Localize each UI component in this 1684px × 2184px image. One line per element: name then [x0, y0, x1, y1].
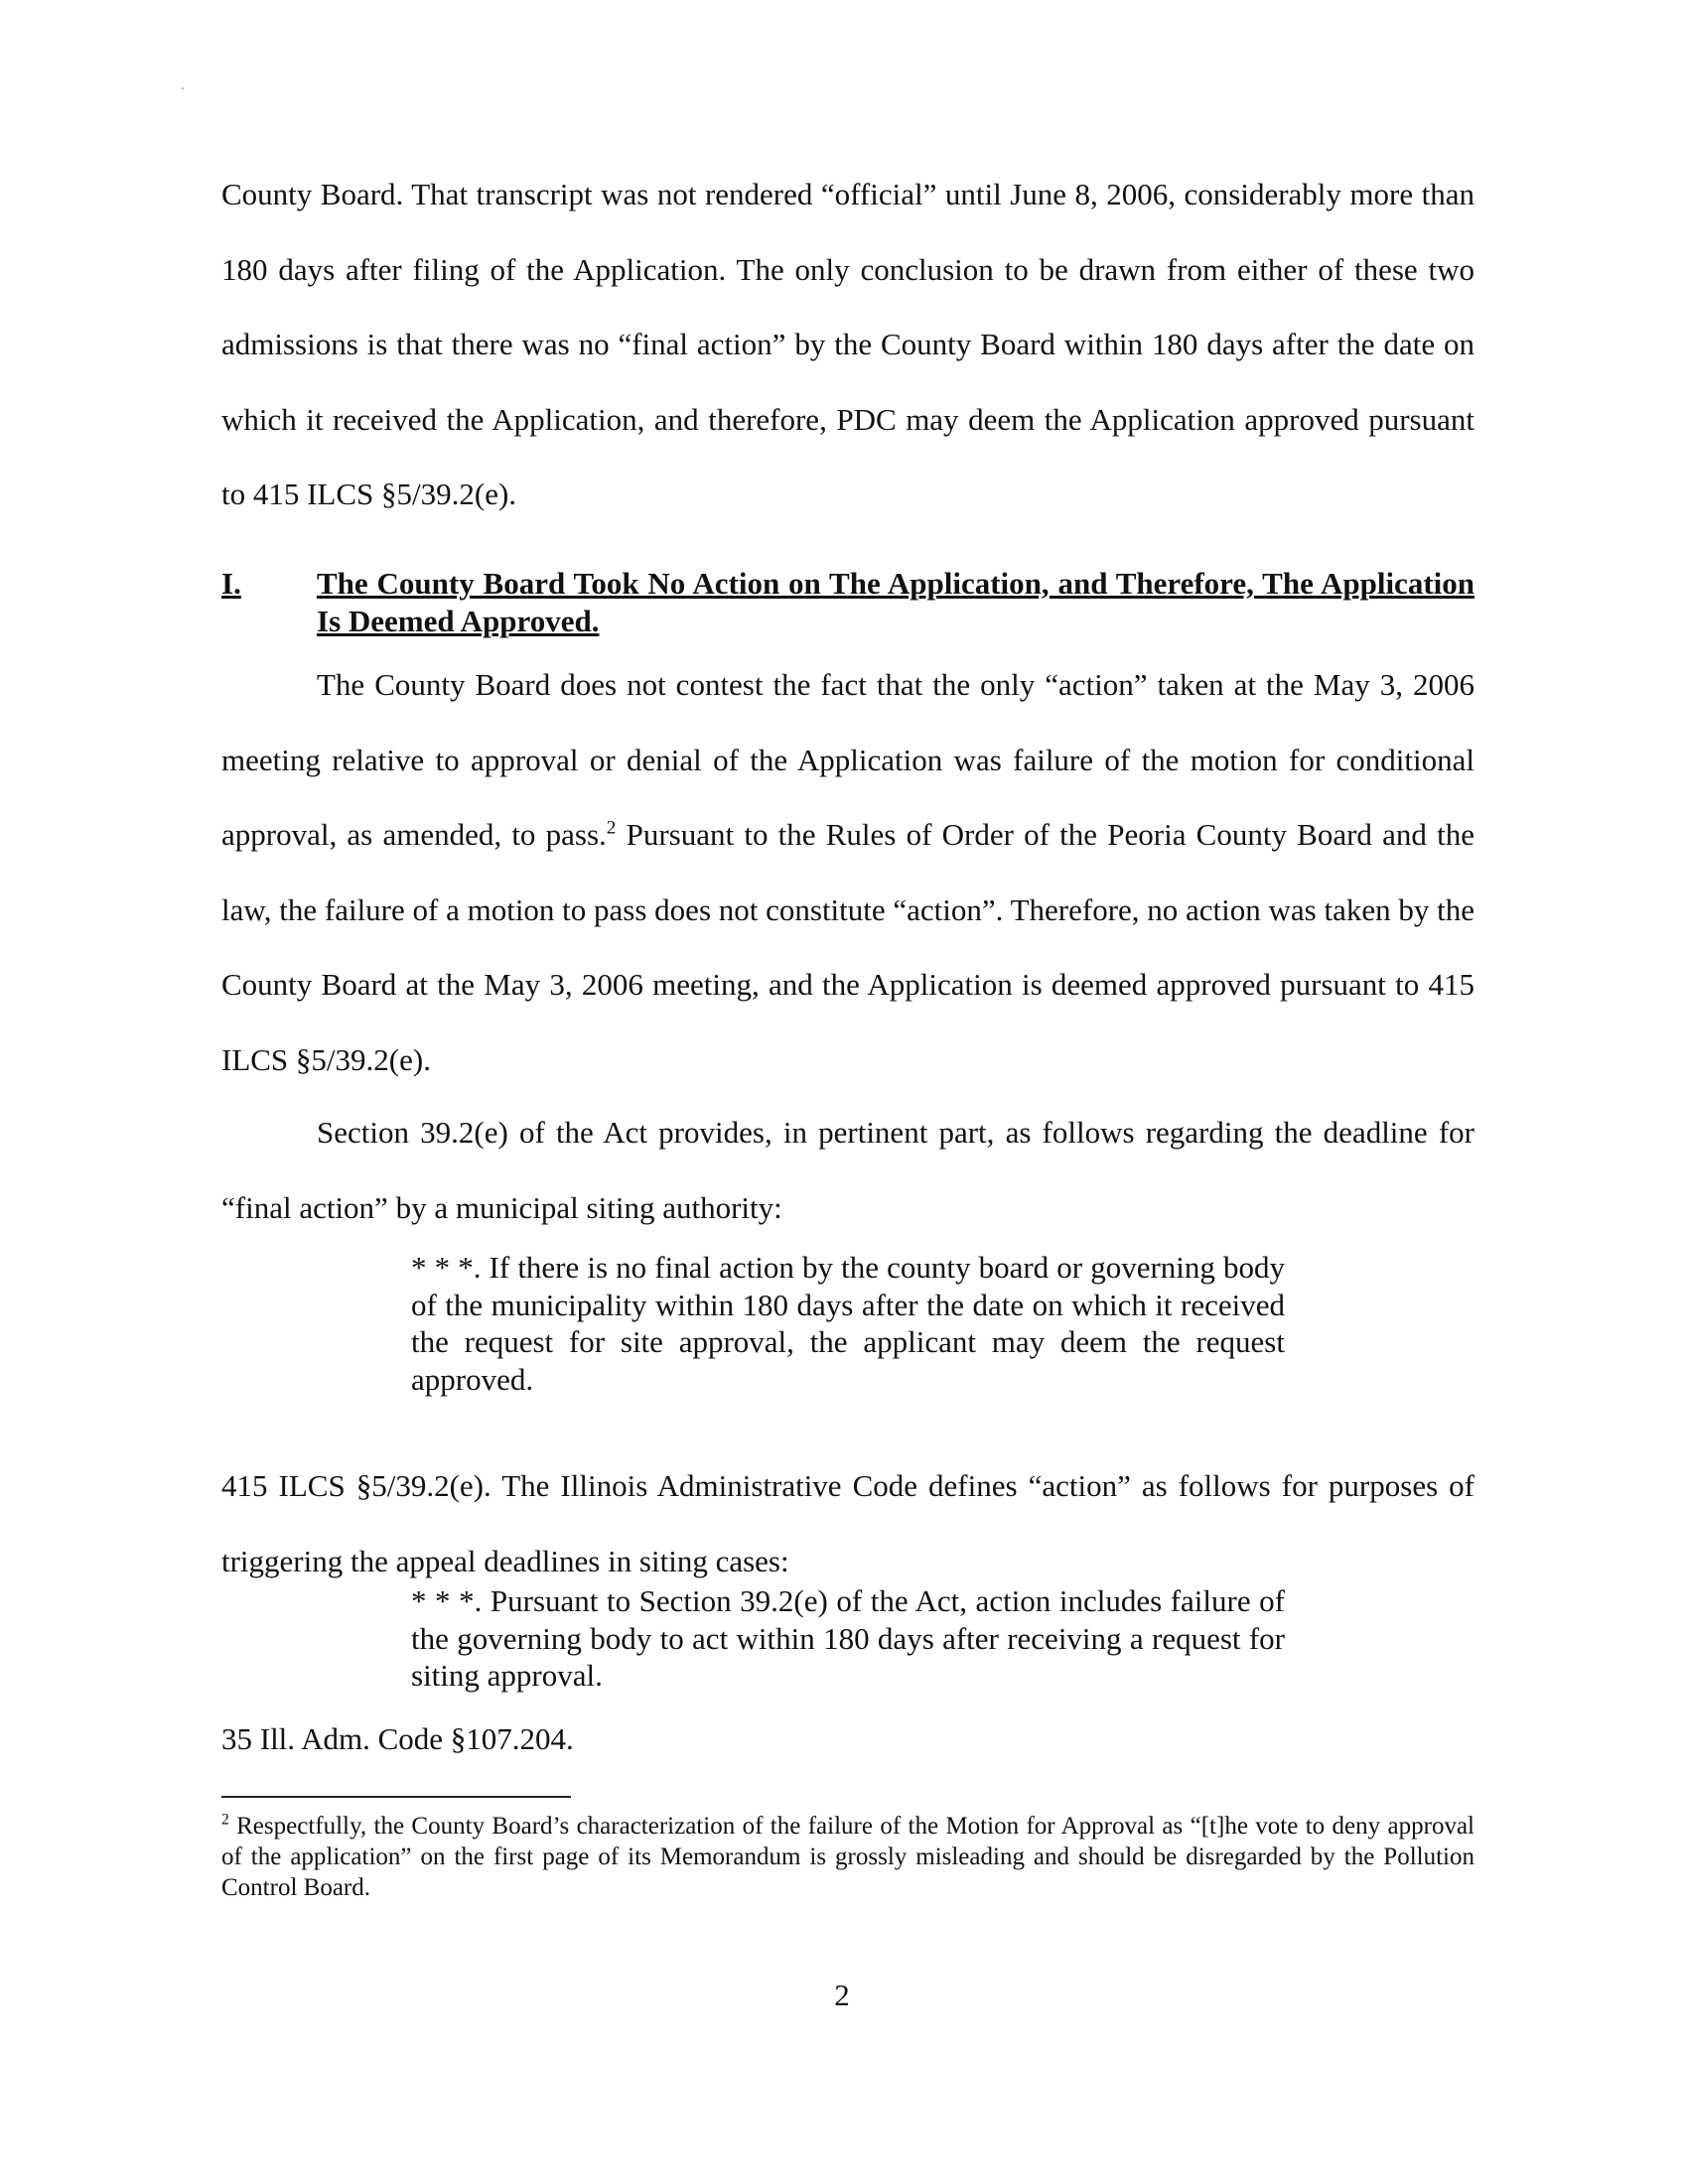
- block-quote-admin-code: * * *. Pursuant to Section 39.2(e) of the Act, action includes failure of the governing body to act within 180 days after receiving a request for siting approval.: [411, 1583, 1285, 1693]
- paragraph-no-action: [221, 647, 1474, 1097]
- section-heading: [221, 565, 1474, 640]
- section-number: I.: [221, 566, 241, 601]
- footnote: [221, 1811, 1474, 1903]
- footnote-text: Respectfully, the County Board’s characterization of the failure of the Motion for Approval as “[t]he vote to deny approval of the application” on the first page of its Memorandum is grossly misleading and should be disregarded by the Pollution Control Board.: [221, 1813, 1474, 1901]
- block-quote-statute: * * *. If there is no final action by the county board or governing body of the municipality within 180 days after the date on which it received the request for site approval, the applicant may deem the request approved.: [411, 1250, 1285, 1397]
- citation-admin-code: 35 Ill. Adm. Code §107.204.: [221, 1721, 574, 1756]
- scan-speck: [182, 87, 184, 89]
- footnote-reference: 2: [606, 817, 617, 839]
- section-title: The County Board Took No Action on The Application, and Therefore, The Application Is Deemed Approved.: [317, 566, 1474, 638]
- page-number: 2: [834, 1978, 850, 2012]
- paragraph-county-board-transcript: County Board. That transcript was not rendered “official” until June 8, 2006, considerably more than 180 days after filing of the Application. The only conclusion to be drawn from either of these two admissions is that there was no “final action” by the County Board within 180 days after the date on which it received the Application, and therefore, PDC may deem the Application approved pursuant to 415 ILCS §5/39.2(e).: [221, 177, 1474, 511]
- paragraph-no-action-text-1: The County Board does not contest the fact that the only “action” taken at the May 3, 2006 meeting relative to approval or denial of the Application was failure of the motion for conditional approval, as amended, to pass.: [221, 667, 1474, 852]
- paragraph-no-action-text-2: Pursuant to the Rules of Order of the Peoria County Board and the law, the failure of a motion to pass does not constitute “action”. Therefore, no action was taken by the County Board at the May 3, 2006 meeting, and the Application is deemed approved pursuant to 415 ILCS §5/39.2(e).: [221, 817, 1474, 1077]
- paragraph-admin-code: 415 ILCS §5/39.2(e). The Illinois Administrative Code defines “action” as follows for purposes of triggering the appeal deadlines in siting cases:: [221, 1468, 1474, 1578]
- paragraph-section-39-2e: Section 39.2(e) of the Act provides, in pertinent part, as follows regarding the deadline for “final action” by a municipal siting authority:: [221, 1115, 1474, 1225]
- footnote-mark: 2: [221, 1811, 229, 1829]
- footnote-separator: [221, 1796, 571, 1798]
